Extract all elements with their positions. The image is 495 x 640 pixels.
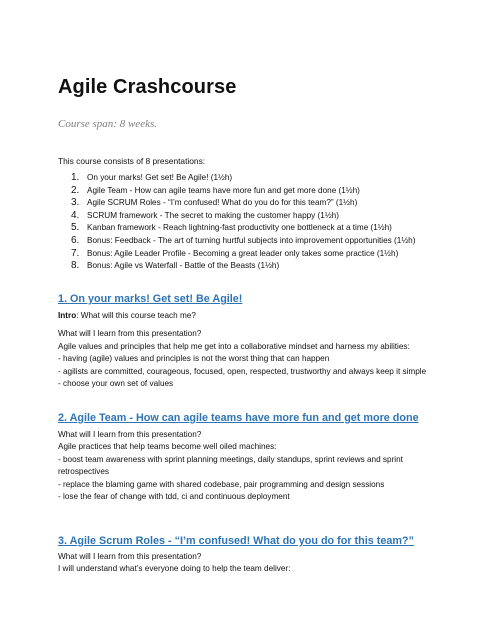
section-1-body [58, 310, 438, 390]
section-3-question: What will I learn from this presentation? [58, 552, 202, 561]
list-item: - agilists are committed, courageous, focused, open, respected, trustworthy and always keep it simple [58, 366, 427, 376]
section-1-heading-link[interactable]: 1. On your marks! Get set! Be Agile! [58, 293, 243, 305]
list-item: - boost team awareness with sprint planning meetings, daily standups, sprint reviews and sprint retrospectives [58, 454, 403, 477]
list-item: - lose the fear of change with tdd, ci and continuous deployment [58, 492, 290, 502]
list-item: 5. Kanban framework - Reach lightning-fast productivity one bottleneck at a time (1½h) [71, 222, 392, 234]
section-1-lead: Agile values and principles that help me get into a collaborative mindset and harness my abilities: [58, 341, 410, 351]
section-3-body [58, 551, 438, 576]
list-item: 1. On your marks! Get set! Be Agile! (1½h) [71, 172, 233, 183]
list-item: 7. Bonus: Agile Leader Profile - Becoming a great leader only takes some practice (1½h) [71, 247, 399, 259]
list-item: - replace the blaming game with shared codebase, pair programming and design sessions [58, 479, 385, 489]
intro-label: Intro [58, 311, 77, 320]
list-item: 6. Bonus: Feedback - The art of turning hurtful subjects into improvement opportunities (1½h) [71, 234, 416, 246]
course-intro-line: This course consists of 8 presentations: [58, 156, 206, 166]
section-1-intro [58, 310, 438, 322]
list-item: 4. SCRUM framework - The secret to making the customer happy (1½h) [71, 209, 339, 221]
presentation-list [58, 172, 478, 273]
section-3-lead: I will understand what’s everyone doing to help the team deliver: [58, 564, 291, 574]
list-item: - choose your own set of values [58, 379, 174, 389]
document-title: Agile Crashcourse [58, 76, 237, 98]
list-item: 3. Agile SCRUM Roles - “I’m confused! What do you do for this team?” (1½h) [71, 197, 358, 209]
section-2-question: What will I learn from this presentation? [58, 430, 202, 439]
section-3-heading-link[interactable]: 3. Agile Scrum Roles - “I’m confused! What do you do for this team?” [58, 535, 414, 547]
section-2-heading-link[interactable]: 2. Agile Team - How can agile teams have more fun and get more done [58, 412, 419, 424]
list-item: 8. Bonus: Agile vs Waterfall - Battle of the Beasts (1½h) [71, 260, 280, 272]
list-item: 2. Agile Team - How can agile teams have more fun and get more done (1½h) [71, 184, 360, 196]
list-item: - having (agile) values and principles is not the worst thing that can happen [58, 354, 330, 364]
section-2-lead: Agile practices that help teams become well oiled machines: [58, 442, 277, 452]
section-2-body [58, 429, 438, 503]
course-span-subtitle: Course span: 8 weeks. [58, 118, 157, 130]
intro-text: : What will this course teach me? [76, 311, 196, 320]
section-1-question: What will I learn from this presentation? [58, 329, 202, 339]
